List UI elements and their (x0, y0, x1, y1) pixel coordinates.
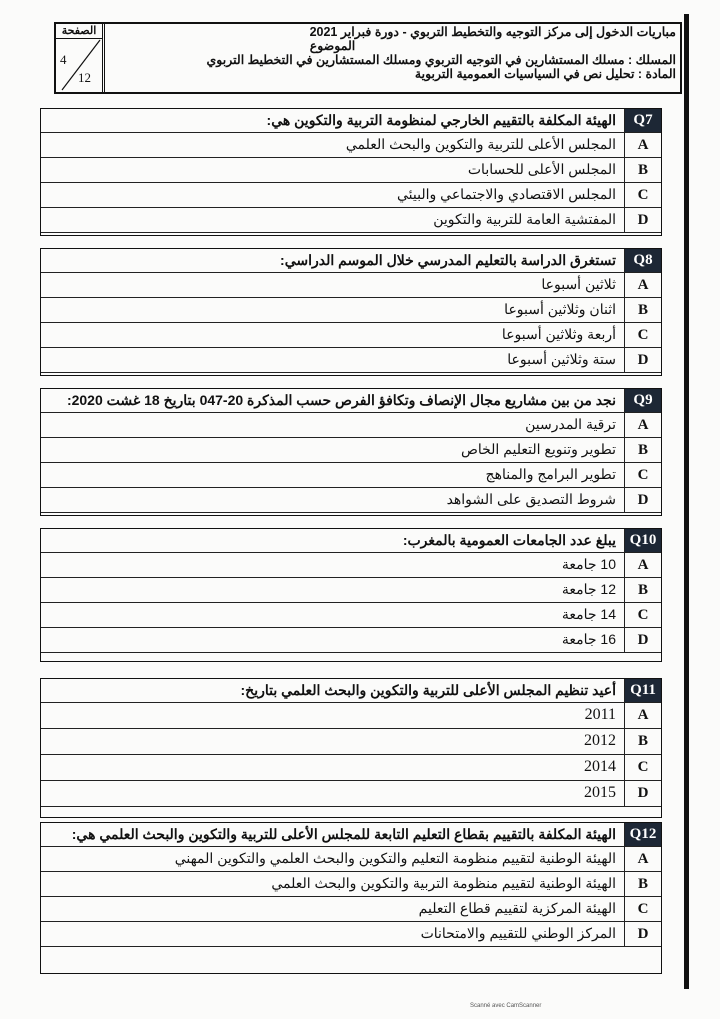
question-row (41, 529, 661, 553)
question-row (41, 249, 661, 273)
option-row[interactable] (41, 298, 661, 323)
option-letter: B (624, 158, 661, 182)
option-row[interactable] (41, 323, 661, 348)
option-row[interactable] (41, 183, 661, 208)
option-row[interactable] (41, 158, 661, 183)
option-text: المفتشية العامة للتربية والتكوين (433, 211, 616, 227)
question-block (40, 108, 662, 236)
option-row[interactable] (41, 703, 661, 729)
option-letter: D (624, 781, 661, 806)
option-text: 16 جامعة (561, 631, 616, 647)
option-row[interactable] (41, 463, 661, 488)
option-letter: D (624, 628, 661, 652)
option-letter: A (624, 553, 661, 577)
option-letter: C (624, 897, 661, 921)
option-letter: A (624, 847, 661, 871)
option-text: المركز الوطني للتقييم والامتحانات (420, 925, 616, 941)
question-text: نجد من بين مشاريع مجال الإنصاف وتكافؤ الفرص حسب المذكرة 20-047 بتاريخ 18 غشت 2020: (66, 392, 616, 408)
option-text: اثنان وثلاثين أسبوعا (504, 301, 616, 317)
option-text: 2012 (584, 732, 616, 749)
option-letter: B (624, 438, 661, 462)
question-block (40, 248, 662, 376)
option-text: تطوير وتنويع التعليم الخاص (460, 441, 616, 457)
question-number: Q9 (624, 389, 661, 412)
exam-title: مباريات الدخول إلى مركز التوجيه والتخطيط التربوي - دورة فبراير 2021 (309, 25, 676, 39)
question-number: Q11 (624, 679, 661, 702)
page-label: الصفحة (56, 24, 102, 39)
option-row[interactable] (41, 628, 661, 653)
option-text: شروط التصديق على الشواهد (446, 491, 616, 507)
option-text: 14 جامعة (561, 606, 616, 622)
option-text: الهيئة الوطنية لتقييم منظومة التربية والتكوين والبحث العلمي (271, 875, 616, 891)
option-letter: C (624, 755, 661, 780)
question-row (41, 389, 661, 413)
question-number: Q12 (624, 823, 661, 846)
option-letter: C (624, 183, 661, 207)
option-letter: D (624, 488, 661, 512)
subject-line: المادة : تحليل نص في السياسيات العمومية التربوية (414, 67, 676, 81)
option-row[interactable] (41, 133, 661, 158)
option-letter: A (624, 273, 661, 297)
option-letter: B (624, 729, 661, 754)
option-letter: D (624, 348, 661, 372)
option-row[interactable] (41, 781, 661, 807)
option-row[interactable] (41, 348, 661, 373)
question-row (41, 823, 661, 847)
option-text: تطوير البرامج والمناهج (485, 466, 616, 482)
question-block (40, 822, 662, 974)
question-text: تستغرق الدراسة بالتعليم المدرسي خلال الموسم الدراسي: (280, 252, 616, 268)
option-text: 2011 (584, 706, 616, 723)
option-row[interactable] (41, 208, 661, 233)
option-text: الهيئة المركزية لتقييم قطاع التعليم (418, 900, 616, 916)
option-text: الهيئة الوطنية لتقييم منظومة التعليم والتكوين والبحث العلمي والتكوين المهني (174, 850, 616, 866)
option-text: المجلس الاقتصادي والاجتماعي والبيئي (397, 186, 616, 202)
option-text: المجلس الأعلى للحسابات (467, 161, 616, 177)
option-text: 2014 (584, 758, 616, 775)
subject-label: الموضوع (309, 39, 356, 53)
option-row[interactable] (41, 553, 661, 578)
scanner-watermark: Scanné avec CamScanner (470, 1003, 542, 1009)
question-number: Q10 (624, 529, 661, 552)
question-number: Q8 (624, 249, 661, 272)
page-number-box (56, 24, 105, 92)
question-block (40, 388, 662, 516)
option-letter: B (624, 872, 661, 896)
option-text: 2015 (584, 784, 616, 801)
option-letter: A (624, 133, 661, 157)
option-row[interactable] (41, 922, 661, 947)
question-text: أعيد تنظيم المجلس الأعلى للتربية والتكوين والبحث العلمي بتاريخ: (240, 682, 616, 698)
option-row[interactable] (41, 847, 661, 872)
option-text: 12 جامعة (561, 581, 616, 597)
option-letter: C (624, 463, 661, 487)
track-line: المسلك : مسلك المستشارين في التوجيه التربوي ومسلك المستشارين في التخطيط التربوي (206, 53, 676, 67)
option-letter: A (624, 413, 661, 437)
question-text: الهيئة المكلفة بالتقييم بقطاع التعليم التابعة للمجلس الأعلى للتربية والتكوين والبحث العلمي هي: (71, 826, 616, 842)
question-text: الهيئة المكلفة بالتقييم الخارجي لمنظومة التربية والتكوين هي: (266, 112, 616, 128)
option-row[interactable] (41, 488, 661, 513)
option-text: ثلاثين أسبوعا (541, 276, 616, 292)
question-number: Q7 (624, 109, 661, 132)
option-text: المجلس الأعلى للتربية والتكوين والبحث العلمي (345, 136, 616, 152)
option-row[interactable] (41, 729, 661, 755)
option-text: ترقية المدرسين (525, 416, 616, 432)
option-letter: B (624, 298, 661, 322)
question-block (40, 528, 662, 662)
question-text: يبلغ عدد الجامعات العمومية بالمغرب: (402, 532, 616, 548)
option-row[interactable] (41, 872, 661, 897)
option-row[interactable] (41, 438, 661, 463)
question-row (41, 109, 661, 133)
option-text: أربعة وثلاثين أسبوعا (501, 326, 616, 342)
option-text: 10 جامعة (561, 556, 616, 572)
option-row[interactable] (41, 603, 661, 628)
page-total: 12 (78, 70, 91, 85)
margin-rule (684, 14, 689, 989)
option-row[interactable] (41, 413, 661, 438)
question-block (40, 678, 662, 818)
page-number: 4 (60, 52, 67, 67)
exam-header (54, 22, 682, 94)
option-row[interactable] (41, 578, 661, 603)
option-letter: C (624, 323, 661, 347)
option-letter: B (624, 578, 661, 602)
option-letter: D (624, 208, 661, 232)
option-text: ستة وثلاثين أسبوعا (507, 351, 616, 367)
question-row (41, 679, 661, 703)
option-row[interactable] (41, 897, 661, 922)
option-letter: A (624, 703, 661, 728)
option-letter: D (624, 922, 661, 946)
option-letter: C (624, 603, 661, 627)
option-row[interactable] (41, 273, 661, 298)
option-row[interactable] (41, 755, 661, 781)
